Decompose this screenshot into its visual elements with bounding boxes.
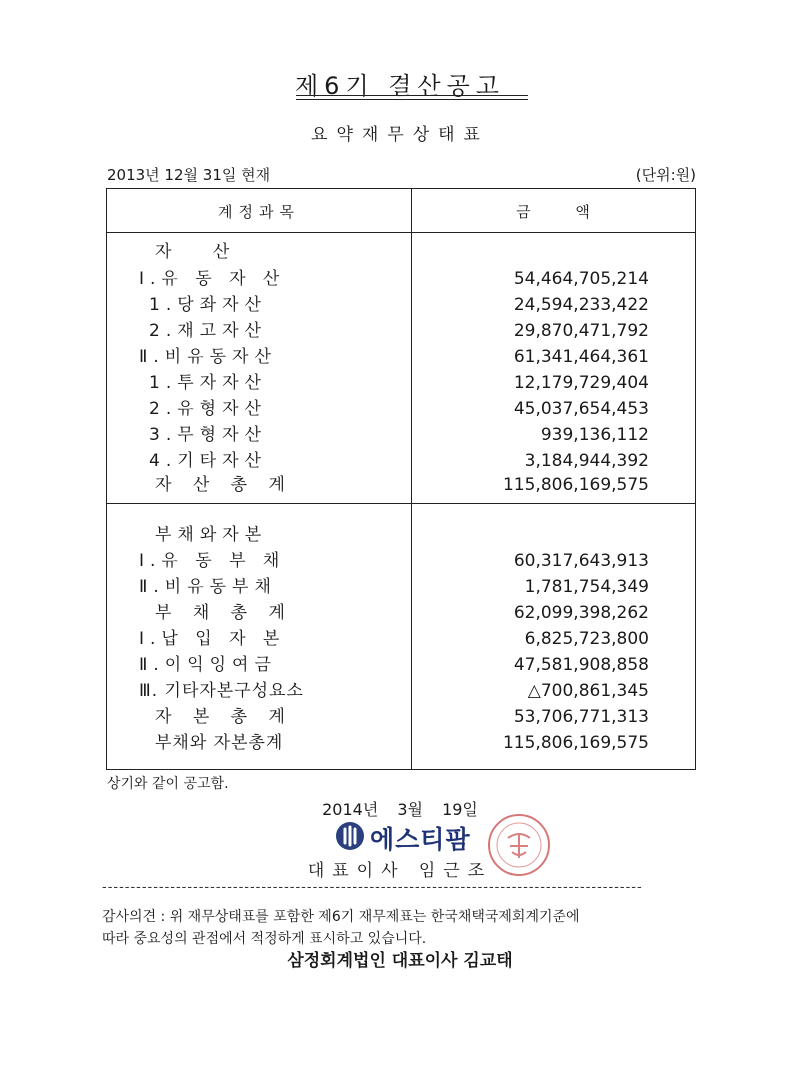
row-amount: 45,037,654,453 <box>513 399 649 419</box>
table-row <box>107 318 695 344</box>
row-label: Ⅰ.유 동 자 산 <box>139 269 286 289</box>
row-label: 부 채 총 계 <box>155 603 293 623</box>
announcement-date: 2014년 3월 19일 <box>322 800 478 819</box>
table-row <box>107 678 695 704</box>
row-amount: 3,184,944,392 <box>524 451 649 471</box>
table-row <box>107 626 695 652</box>
row-amount: 6,825,723,800 <box>524 629 649 649</box>
table-row <box>107 600 695 626</box>
table-row <box>107 422 695 448</box>
audit-opinion-line-1: 감사의견 : 위 재무상태표를 포함한 제6기 재무제표는 한국채택국제회계기준에 <box>102 909 580 925</box>
table-row <box>107 704 695 730</box>
table-row <box>107 730 695 756</box>
table-row <box>107 292 695 318</box>
row-label: 자 산 총 계 <box>155 475 293 495</box>
unit-label: (단위:원) <box>635 166 696 184</box>
section-divider <box>107 503 695 504</box>
title-underline-top <box>296 95 528 96</box>
column-header-account: 계정과목 <box>218 203 300 221</box>
row-amount: 53,706,771,313 <box>513 707 649 727</box>
row-label: 2.재고자산 <box>149 321 267 341</box>
logo-icon <box>336 822 364 850</box>
row-label: Ⅱ.이익잉여금 <box>139 655 277 675</box>
separator-line: ----------------------------------------------------------------------------------------------- <box>102 880 643 895</box>
row-label: 1.투자자산 <box>149 373 267 393</box>
column-header-amount: 금 액 <box>516 203 590 221</box>
as-of-date: 2013년 12월 31일 현재 <box>107 166 271 184</box>
row-label: 자 산 <box>155 242 248 262</box>
row-amount: △700,861,345 <box>527 681 649 701</box>
footer-note: 상기와 같이 공고함. <box>107 776 229 792</box>
row-label: Ⅰ.유 동 부 채 <box>139 551 286 571</box>
row-label: 4.기타자산 <box>149 451 267 471</box>
row-label: 2.유형자산 <box>149 399 267 419</box>
table-row <box>107 239 695 265</box>
audit-opinion-line-2: 따라 중요성의 관점에서 적정하게 표시하고 있습니다. <box>102 931 427 947</box>
row-label: Ⅲ. 기타자본구성요소 <box>139 681 304 701</box>
row-label: Ⅱ.비유동부채 <box>139 577 277 597</box>
table-row <box>107 448 695 474</box>
table-row <box>107 370 695 396</box>
header-divider <box>107 232 695 233</box>
row-amount: 47,581,908,858 <box>513 655 649 675</box>
row-amount: 61,341,464,361 <box>513 347 649 367</box>
row-amount: 939,136,112 <box>540 425 649 445</box>
row-amount: 115,806,169,575 <box>502 475 649 495</box>
row-amount: 1,781,754,349 <box>524 577 649 597</box>
row-amount: 115,806,169,575 <box>502 733 649 753</box>
table-row <box>107 344 695 370</box>
table-row <box>107 396 695 422</box>
row-amount: 54,464,705,214 <box>513 269 649 289</box>
table-row <box>107 574 695 600</box>
row-label: 부채와자본 <box>155 525 268 545</box>
row-label: Ⅱ.비유동자산 <box>139 347 277 367</box>
ceo-name: 대표이사 임근조 <box>307 861 493 881</box>
row-label: 부채와 자본총계 <box>155 733 284 753</box>
table-row <box>107 266 695 292</box>
balance-sheet-table <box>106 188 696 770</box>
row-amount: 62,099,398,262 <box>513 603 649 623</box>
row-amount: 24,594,233,422 <box>513 295 649 315</box>
page-title: 제6기 결산공고 <box>294 72 505 100</box>
row-label: 3.무형자산 <box>149 425 267 445</box>
table-row <box>107 548 695 574</box>
row-label: Ⅰ.납 입 자 본 <box>139 629 286 649</box>
title-underline-bottom <box>296 99 528 100</box>
row-amount: 60,317,643,913 <box>513 551 649 571</box>
auditor-signature: 삼정회계법인 대표이사 김교태 <box>287 951 513 971</box>
row-label: 자 본 총 계 <box>155 707 293 727</box>
logo-text: 에스티팜 <box>370 825 471 854</box>
row-amount: 12,179,729,404 <box>513 373 649 393</box>
table-row <box>107 522 695 548</box>
table-row <box>107 472 695 498</box>
row-amount: 29,870,471,792 <box>513 321 649 341</box>
row-label: 1.당좌자산 <box>149 295 267 315</box>
table-row <box>107 652 695 678</box>
page-subtitle: 요약재무상태표 <box>311 125 489 145</box>
